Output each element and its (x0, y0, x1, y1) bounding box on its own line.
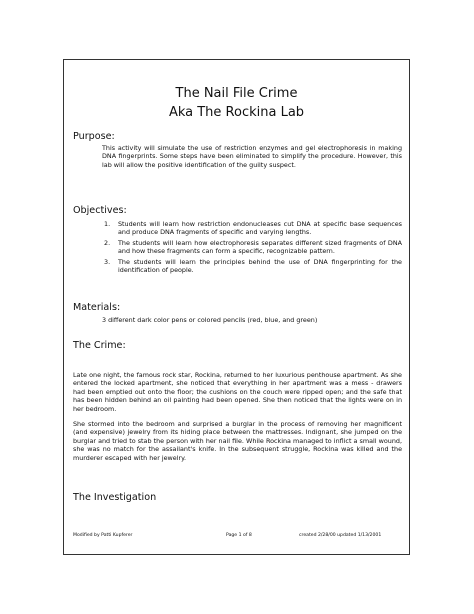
list-item (98, 239, 402, 256)
crime-paragraph-1: Late one night, the famous rock star, Rockina, returned to her luxurious penthouse apartment. As she entered the locked apartment, she noticed that everything in her apartment was a mess - drawers had been emptied out onto the floor; the cushions on the couch were ripped open; and the safe that has been hidden behind an oil painting had been opened. She then noticed that the lights were on in her bedroom. (73, 371, 402, 413)
objectives-heading: Objectives: (73, 205, 127, 216)
document-page (63, 59, 410, 555)
footer-page-number: Page 1 of 8 (226, 533, 252, 538)
investigation-heading: The Investigation (73, 492, 157, 503)
crime-heading: The Crime: (73, 340, 126, 351)
objectives-list (98, 220, 402, 276)
crime-paragraph-2: She stormed into the bedroom and surprised a burglar in the process of removing her magnificent (and expensive) jewelry from its hiding place between the mattresses. Indignant, she jumped on the burglar and tried to stab the person with her nail file. While Rockina managed to inflict a small wound, she was no match for the assailant's knife. In the subsequent struggle, Rockina was killed and the murderer escaped with her jewelry. (73, 420, 402, 462)
list-item-text: The students will learn how electrophoresis separates different sized fragments of DNA and how these fragments can form a specific, recognizable pattern. (118, 238, 402, 256)
list-item-number: 1. (104, 220, 111, 228)
list-item (98, 220, 402, 237)
purpose-heading: Purpose: (73, 131, 115, 142)
materials-text: 3 different dark color pens or colored pencils (red, blue, and green) (102, 316, 318, 324)
list-item-number: 2. (104, 238, 111, 247)
footer-dates: created 2/28/00 updated 1/13/2001 (299, 533, 382, 538)
document-title: The Nail File Crime (175, 86, 298, 101)
footer-author: Modified by Patti Kupferer (73, 533, 133, 538)
materials-heading: Materials: (73, 302, 121, 313)
list-item-text: Students will learn how restriction endonucleases cut DNA at specific base sequences and produce DNA fragments of specific and varying lengths. (118, 220, 402, 237)
list-item-text: The students will learn the principles behind the use of DNA fingerprinting for the identification of people. (118, 257, 402, 275)
list-item (98, 258, 402, 275)
purpose-text: This activity will simulate the use of restriction enzymes and gel electrophoresis in making DNA fingerprints. Some steps have been eliminated to simplify the procedure. However, this lab will allow the positive identification of the guilty suspect. (102, 144, 402, 169)
list-item-number: 3. (104, 257, 111, 266)
document-subtitle: Aka The Rockina Lab (168, 105, 305, 120)
